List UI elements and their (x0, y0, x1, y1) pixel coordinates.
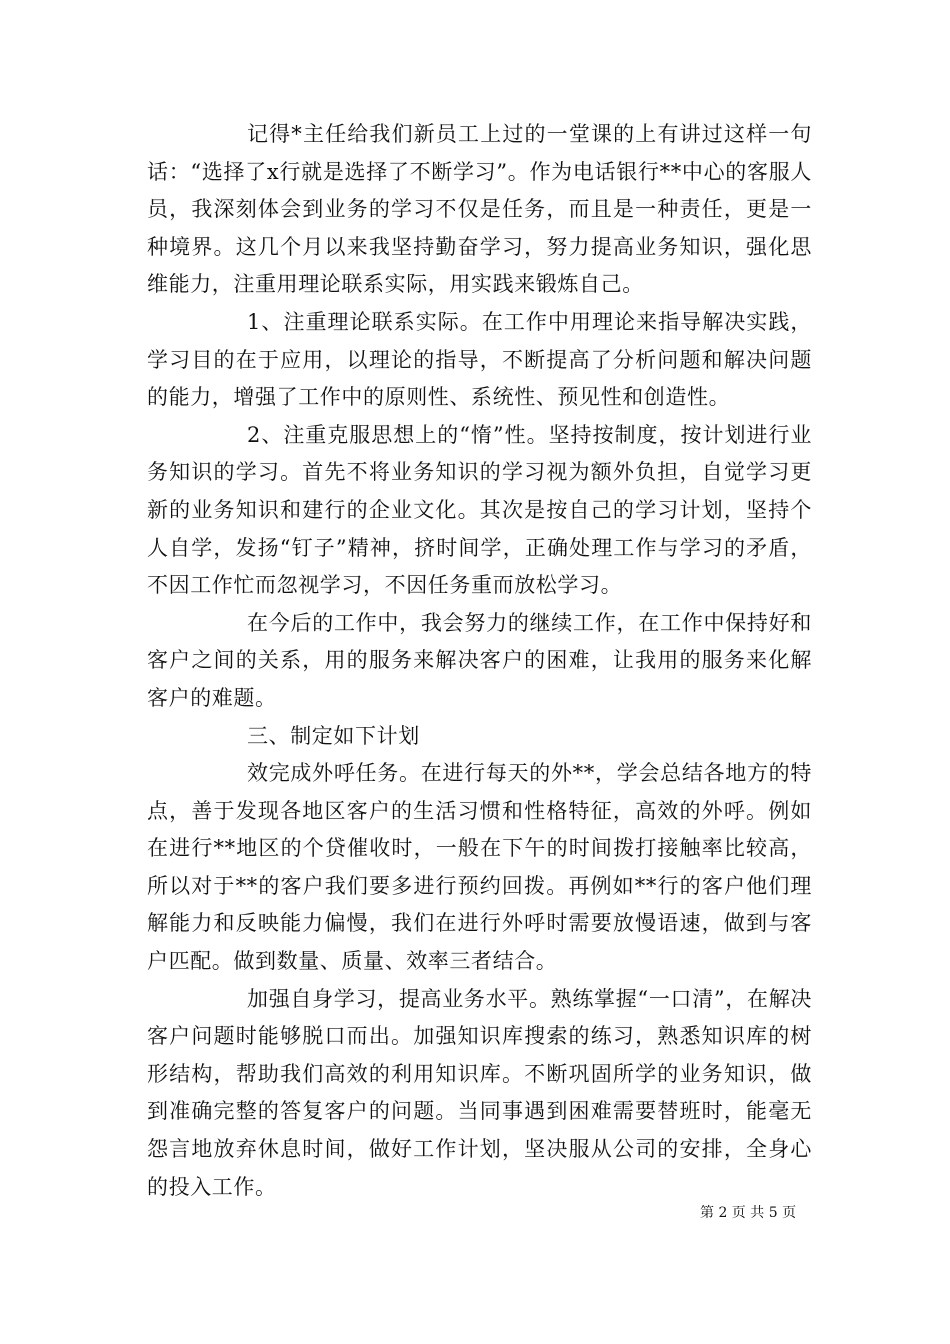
paragraph-future-work: 在今后的工作中，我会努力的继续工作，在工作中保持好和客户之间的关系，用的服务来解决客户的困难，让我用的服务来化解客户的难题。 (147, 610, 812, 710)
section-heading-plan: 三、制定如下计划 (247, 723, 420, 748)
paragraph-plan-outbound: 效完成外呼任务。在进行每天的外**，学会总结各地方的特点，善于发现各地区客户的生活习惯和性格特征，高效的外呼。例如在进行**地区的个贷催收时，一般在下午的时间拨打接触率比较高，所以对于**的客户我们要多进行预约回拨。再例如**行的客户他们理解能力和反映能力偏慢，我们在进行外呼时需要放慢语速，做到与客户匹配。做到数量、质量、效率三者结合。 (147, 761, 812, 974)
paragraph-intro: 记得*主任给我们新员工上过的一堂课的上有讲过这样一句话：“选择了x行就是选择了不断学习”。作为电话银行**中心的客服人员，我深刻体会到业务的学习不仅是任务，而且是一种责任，更是一种境界。这几个月以来我坚持勤奋学习，努力提高业务知识，强化思维能力，注重用理论联系实际，用实践来锻炼自己。 (147, 122, 812, 297)
document-body (147, 116, 812, 1206)
paragraph-point-1: 1、注重理论联系实际。在工作中用理论来指导解决实践，学习目的在于应用，以理论的指导，不断提高了分析问题和解决问题的能力，增强了工作中的原则性、系统性、预见性和创造性。 (147, 309, 812, 410)
paragraph-point-2: 2、注重克服思想上的“惰”性。坚持按制度，按计划进行业务知识的学习。首先不将业务知识的学习视为额外负担，自觉学习更新的业务知识和建行的企业文化。其次是按自己的学习计划，坚持个人自学，发扬“钉子”精神，挤时间学，正确处理工作与学习的矛盾，不因工作忙而忽视学习，不因任务重而放松学习。 (147, 422, 812, 598)
paragraph-plan-study: 加强自身学习，提高业务水平。熟练掌握“一口清”，在解决客户问题时能够脱口而出。加强知识库搜索的练习，熟悉知识库的树形结构，帮助我们高效的利用知识库。不断巩固所学的业务知识，做到准确完整的答复客户的问题。当同事遇到困难需要替班时，能毫无怨言地放弃休息时间，做好工作计划，坚决服从公司的安排，全身心的投入工作。 (147, 986, 812, 1199)
page-number-footer: 第 2 页 共 5 页 (700, 1205, 797, 1221)
